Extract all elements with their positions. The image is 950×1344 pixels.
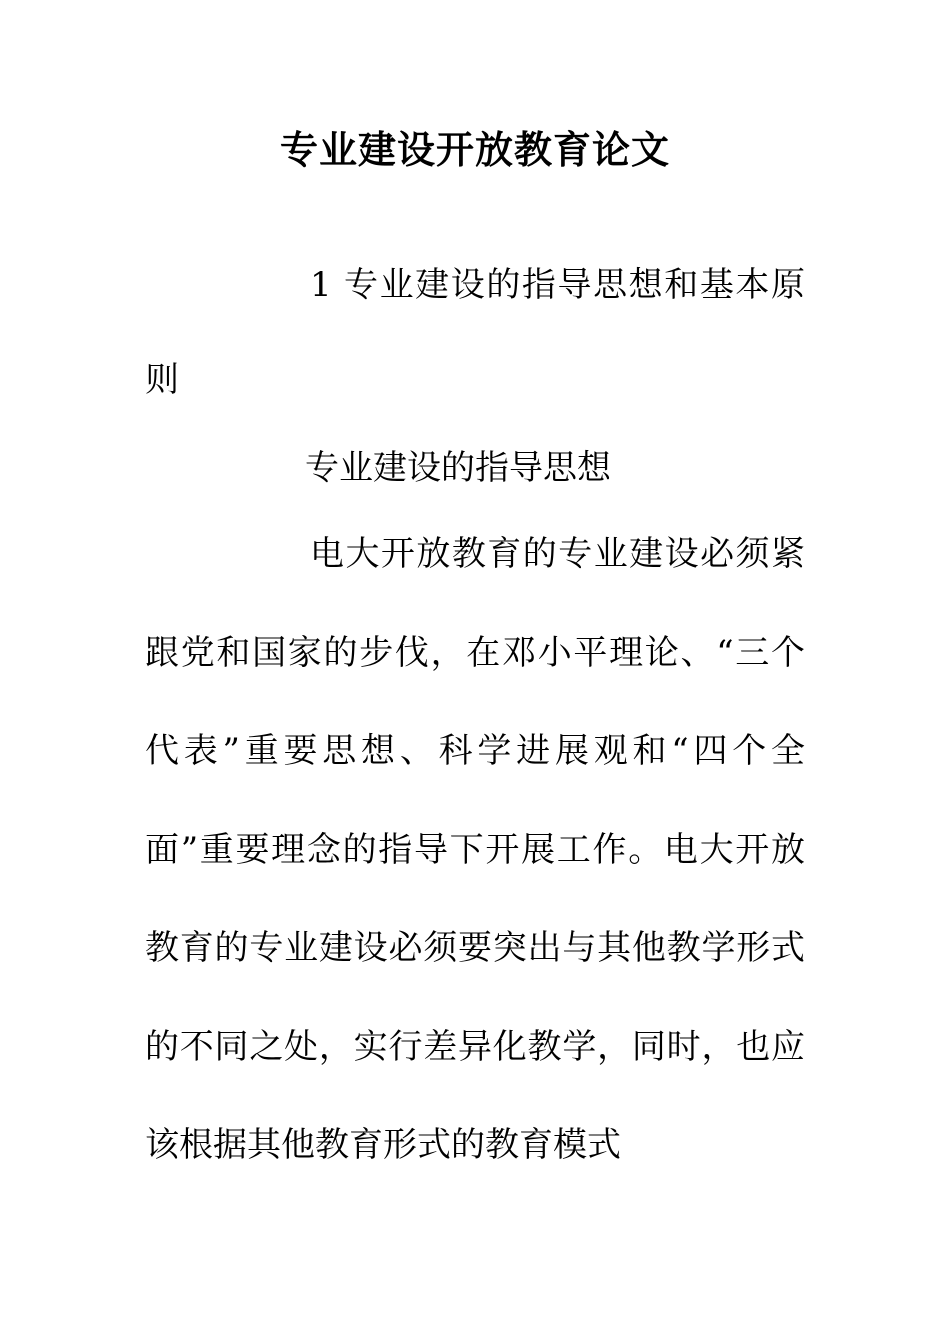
document-title: 专业建设开放教育论文 [279,127,670,172]
body-paragraph: 电大开放教育的专业建设必须紧跟党和国家的步伐，在邓小平理论、“三个代表”重要思想、科学进展观和“四个全面”重要理念的指导下开展工作。电大开放教育的专业建设必须要突出与其他教学形式的不同之处，实行差异化教学，同时，也应该根据其他教育形式的教育模式 [145,534,805,1165]
section-heading: 1 专业建设的指导思想和基本原则 [145,265,805,400]
subsection-heading: 专业建设的指导思想 [305,448,611,488]
